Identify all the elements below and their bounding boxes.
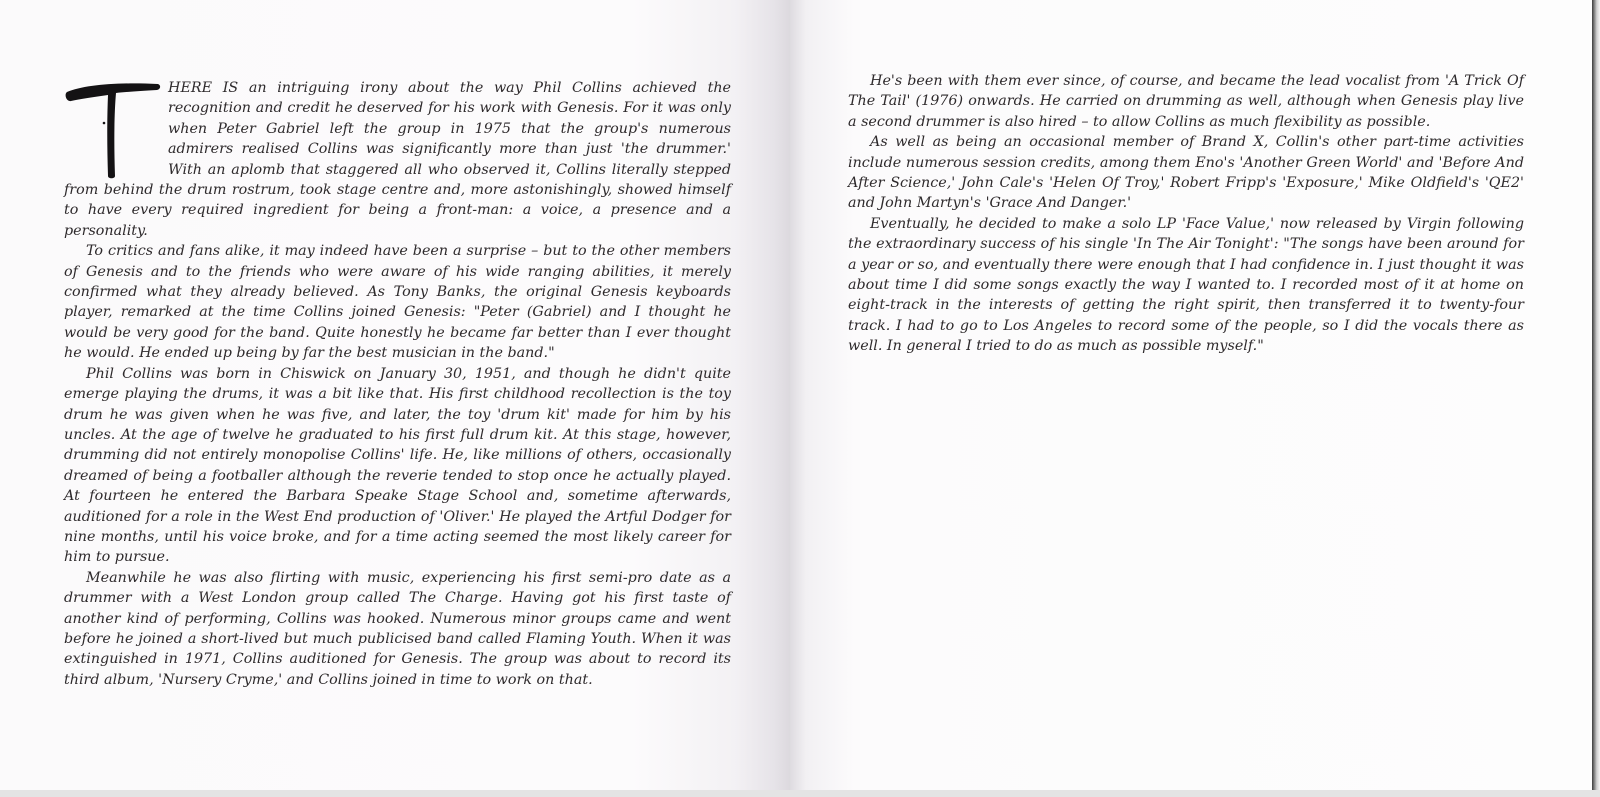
paragraph: As well as being an occasional member of Brand X, Collin's other part-time activities include numerous session credits, among them Eno's 'Another Green World' and 'Before And After Science,' John Cale's 'Helen Of Troy,' Robert Fripp's 'Exposure,' Mike Oldfield's 'QE2' and John Martyn's 'Grace And Danger.' [848,134,1524,212]
paragraph: Phil Collins was born in Chiswick on January 30, 1951, and though he didn't quite emerge playing the drums, it was a bit like that. His first childhood recollection is the toy drum he was given when he was five, and later, the toy 'drum kit' made for him by his uncles. At the age of twelve he graduated to his first full drum kit. At this stage, however, drumming did not entirely monopolise Collins' life. He, like millions of others, occasionally dreamed of being a footballer although the reverie tended to stop once he actually played. At fourteen he entered the Barbara Speake Stage School and, sometime afterwards, auditioned for a role in the West End production of 'Oliver.' He played the Artful Dodger for nine months, until his voice broke, and for a time acting seemed the most likely career for him to pursue. [64,365,731,566]
paragraph: He's been with them ever since, of course, and became the lead vocalist from 'A Trick Of The Tail' (1976) onwards. He carried on drumming as well, although when Genesis play live a second drummer is also hired – to allow Collins as much flexibility as possible. [848,73,1524,130]
intro-paragraph-text: HERE IS an intriguing irony about the way Phil Collins achieved the recognition and credit he deserved for his work with Genesis. For it was only when Peter Gabriel left the group in 1975 that the group's numerous admirers realised Collins was significantly more than just 'the drummer.' With an aplomb that staggered all who observed it, Collins literally stepped from behind the drum rostrum, took stage centre and, more astonishingly, showed himself to have every required ingredient for being a front-man: a voice, a presence and a personality. [64,80,731,239]
left-text-column [64,78,731,690]
scan-bottom-edge [0,790,1600,797]
drop-cap-letter [64,180,65,181]
paragraph: Eventually, he decided to make a solo LP 'Face Value,' now released by Virgin following the extraordinary success of his single 'In The Air Tonight': "The songs have been around for a year or so, and eventually there were enough that I had confidence in. I just thought it was about time I did some songs exactly the way I wanted to. I recorded most of it at home on eight-track in the interests of getting the right spirit, then transferred it to twenty-four track. I had to go to Los Angeles to record some of the people, so I did the vocals there as well. In general I tried to do as much as possible myself." [848,215,1524,355]
drop-cap-t-glyph [64,76,162,180]
intro-paragraph [64,78,731,241]
scan-edge [1592,0,1600,797]
paragraph: To critics and fans alike, it may indeed have been a surprise – but to the other members of Genesis and to the friends who were aware of his wide ranging abilities, it merely confirmed what they already believed. As Tony Banks, the original Genesis keyboards player, remarked at the time Collins joined Genesis: "Peter (Gabriel) and I thought he would be very good for the band. Quite honestly he became far better than I ever thought he would. He ended up being by far the best musician in the band." [64,243,731,362]
paragraph: Meanwhile he was also flirting with music, experiencing his first semi-pro date as a drummer with a West London group called The Charge. Having got his first taste of another kind of performing, Collins was hooked. Numerous minor groups came and went before he joined a short-lived but much publicised band called Flaming Youth. When it was extinguished in 1971, Collins auditioned for Genesis. The group was about to record its third album, 'Nursery Cryme,' and Collins joined in time to work on that. [64,569,731,688]
right-text-column [848,71,1524,357]
drop-cap [64,76,162,180]
left-page [0,0,790,790]
right-page [790,0,1592,790]
